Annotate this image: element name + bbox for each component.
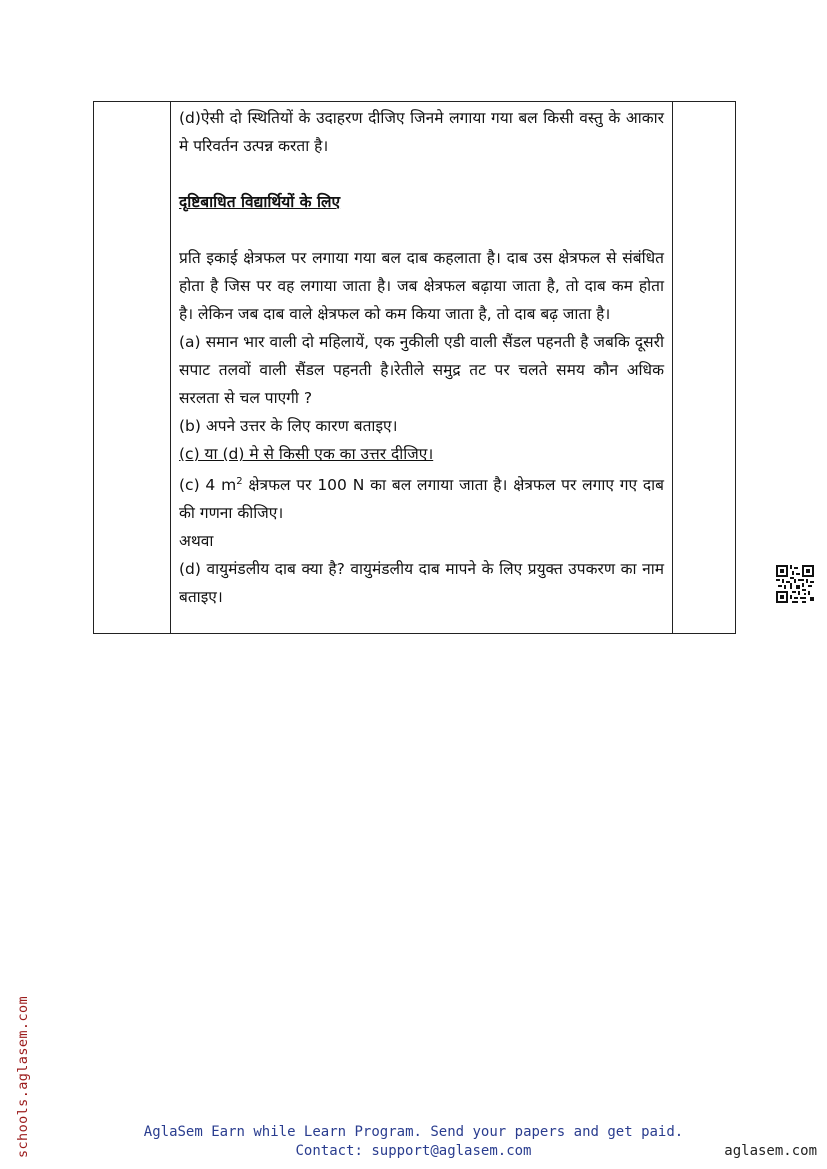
site-label: aglasem.com [724,1143,817,1159]
part-c-post: क्षेत्रफल पर 100 N का बल लगाया जाता है। क्षेत्रफल पर लगाए गए दाब की गणना कीजिए। [179,476,664,523]
part-d-intro: (d)ऐसी दो स्थितियों के उदाहरण दीजिए जिनमे लगाया गया बल किसी वस्तु के आकार मे परिवर्तन उत्पन्न करता है। [179,109,664,155]
part-b: (b) अपने उत्तर के लिए कारण बताइए। [179,417,398,435]
question-table [93,101,736,634]
passage: प्रति इकाई क्षेत्रफल पर लगाया गया बल दाब कहलाता है। दाब उस क्षेत्रफल से संबंधित होता है जिस पर वह लगाया जाता है। जब क्षेत्रफल बढ़ाया जाता है, तो दाब कम होता है। लेकिन जब दाब वाले क्षेत्रफल को कम किया जाता है, तो दाब बढ़ जाता है। [179,249,664,323]
question-content-cell [171,102,673,634]
qr-code-icon [776,565,814,603]
question-number-cell [94,102,171,634]
part-c [179,468,664,527]
marks-cell [673,102,736,634]
footer-line-2: Contact: support@aglasem.com [295,1143,532,1159]
part-c-pre: (c) 4 m [179,476,237,495]
part-a: (a) समान भार वाली दो महिलायें, एक नुकीली एडी वाली सैंडल पहनती है जबकि दूसरी सपाट तलवों वाली सैंडल पहनती है।रेतीले समुद्र तट पर चलते समय कौन अधिक सरलता से चल पाएगी ? [179,333,664,407]
choice-note-text: (c) या (d) मे से किसी एक का उत्तर दीजिए। [179,445,434,463]
question-content [171,102,672,611]
part-c-sup: 2 [236,476,243,487]
visually-impaired-heading: दृष्टिबाधित विद्यार्थियों के लिए [179,193,341,211]
side-watermark: schools.aglasem.com [15,995,31,1158]
footer-line-1: AglaSem Earn while Learn Program. Send your papers and get paid. [143,1124,684,1140]
choice-note [179,440,664,468]
or-text: अथवा [179,532,214,551]
table-row [94,102,736,634]
part-d: (d) वायुमंडलीय दाब क्या है? वायुमंडलीय दाब मापने के लिए प्रयुक्त उपकरण का नाम बताइए। [179,560,664,607]
